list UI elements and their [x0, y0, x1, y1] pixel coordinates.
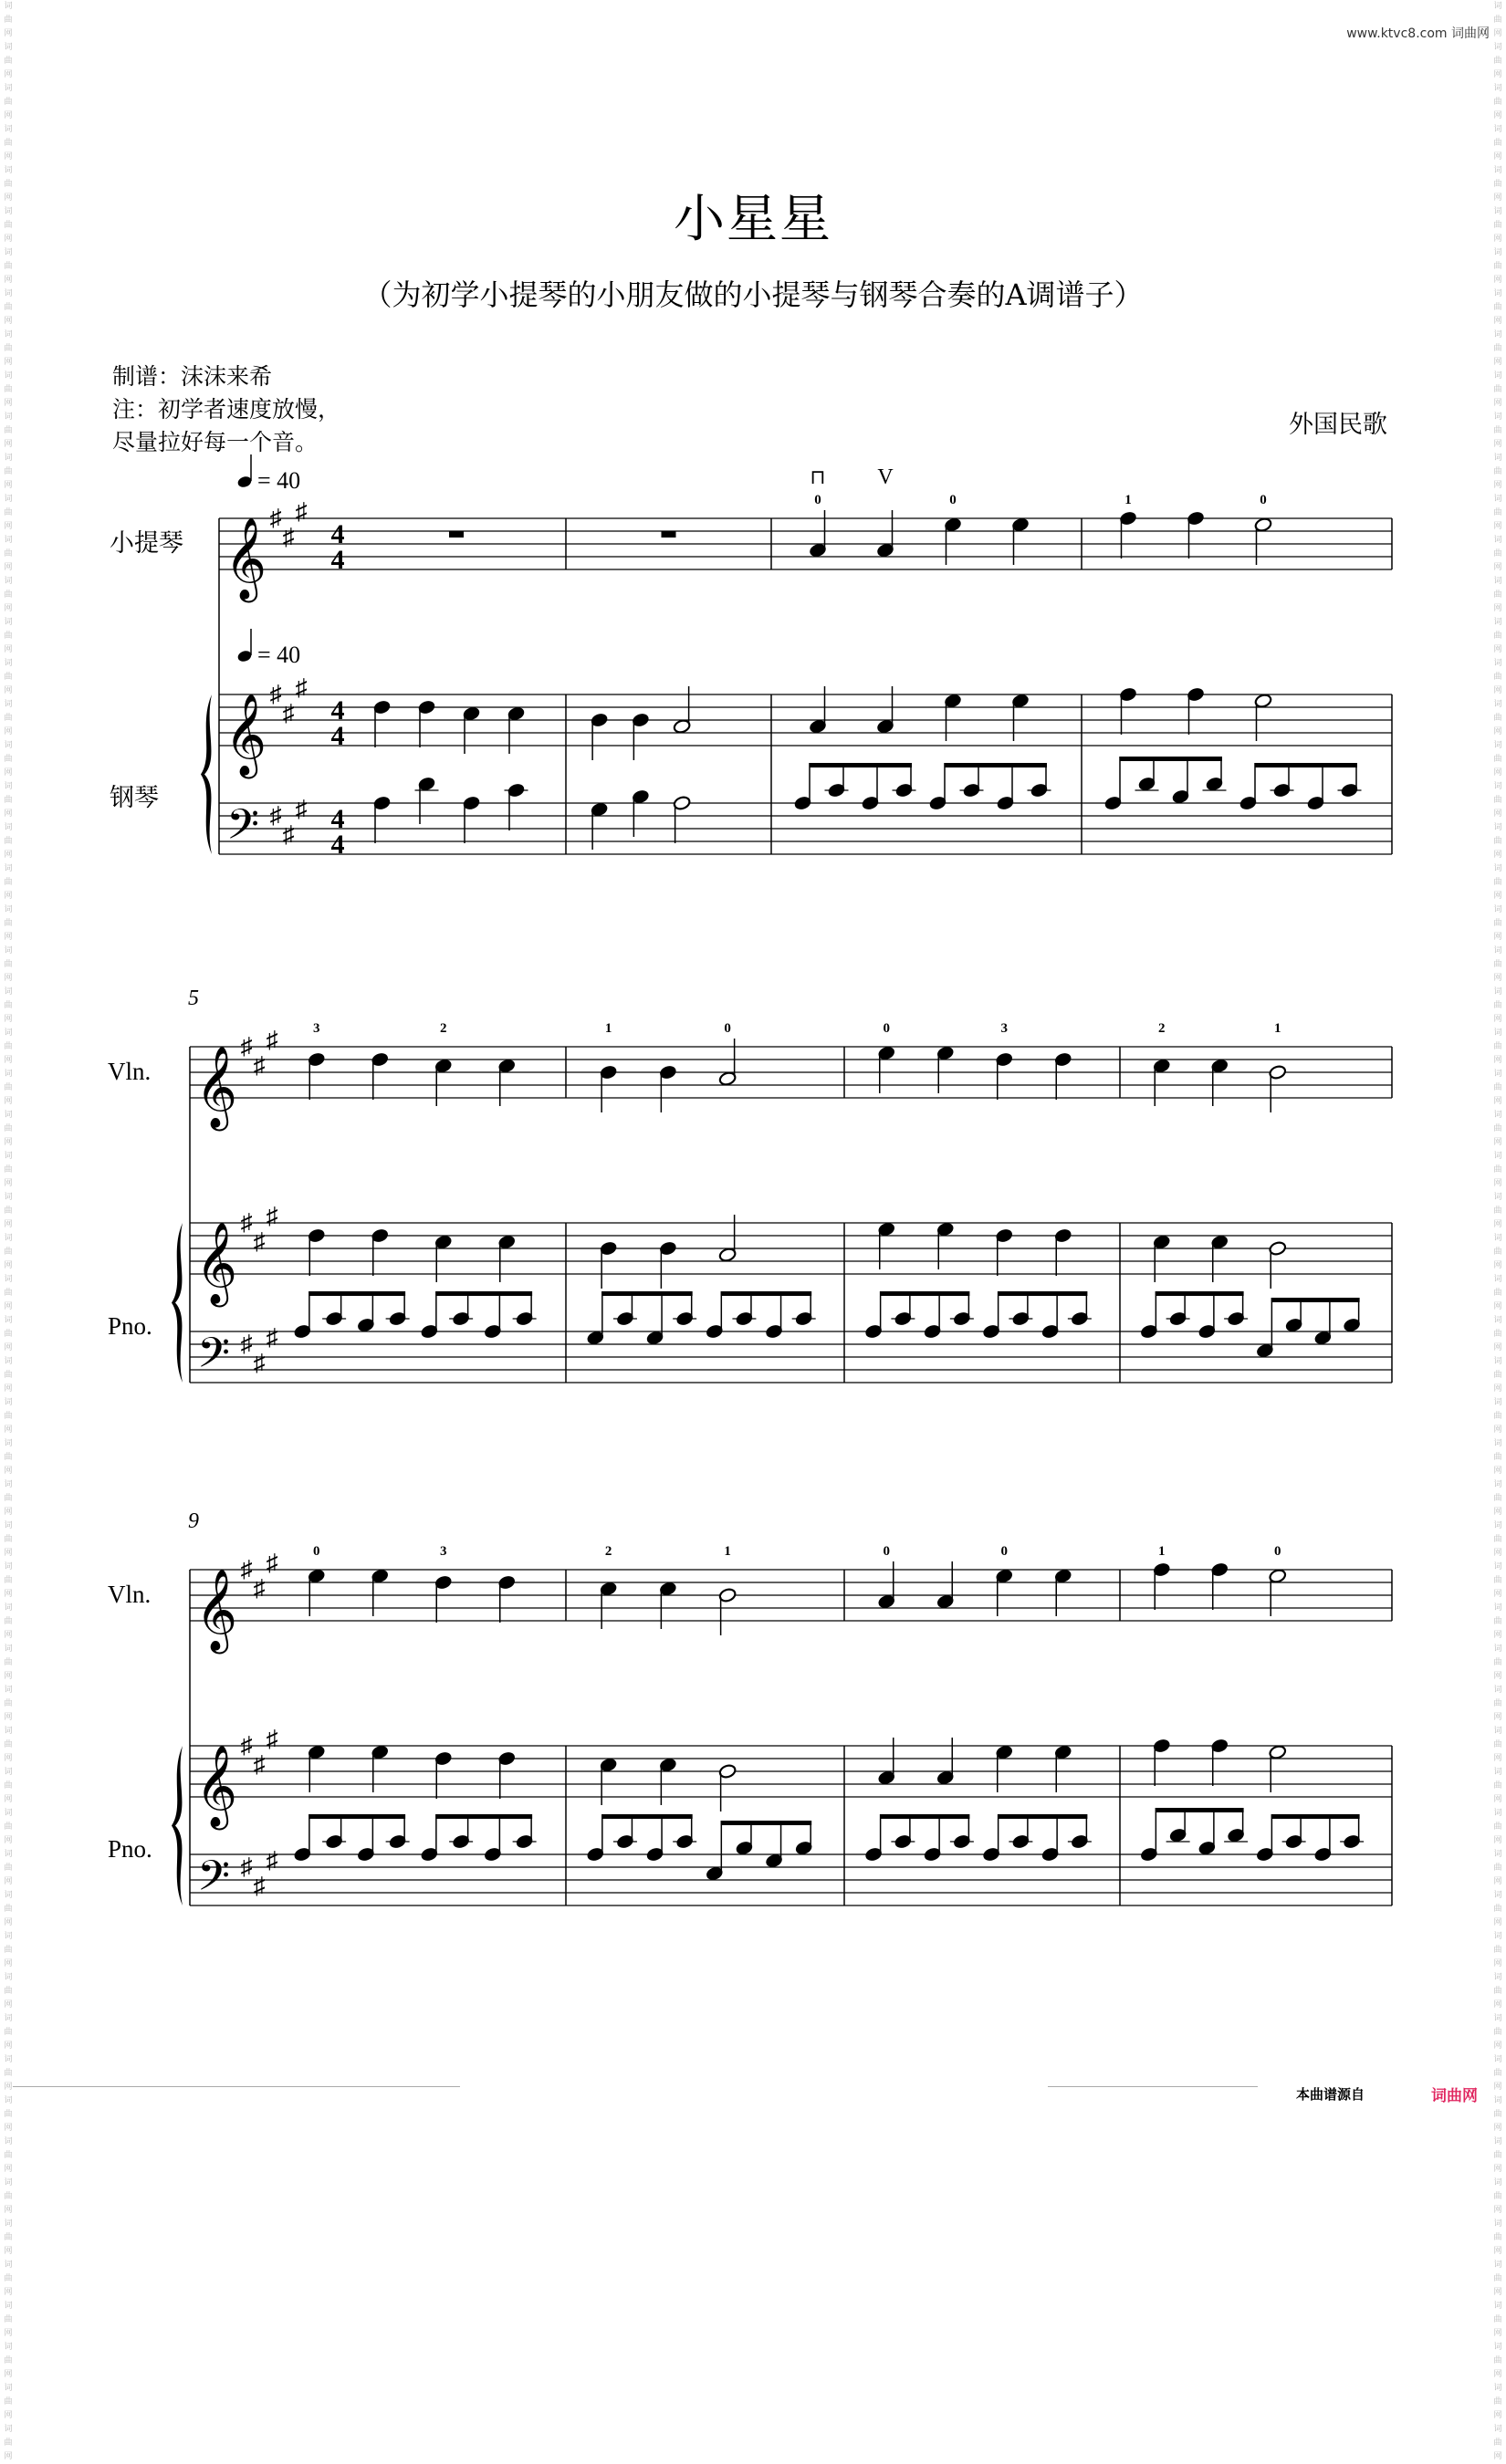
treble-clef-icon: 𝄞	[195, 1223, 238, 1302]
fingering-number: 0	[1274, 1544, 1281, 1559]
sharp-icon: ♯	[253, 1228, 266, 1255]
whole-rest	[662, 531, 676, 538]
footer-source-text: 本曲谱源自	[1296, 2086, 1365, 2103]
sharp-icon: ♯	[282, 821, 295, 848]
sharp-icon: ♯	[295, 498, 308, 525]
piano-bass-staff	[190, 1331, 1392, 1383]
sharp-icon: ♯	[266, 1027, 278, 1053]
piano-brace	[172, 1746, 183, 1905]
note-beam	[601, 1814, 692, 1819]
fingering-number: 3	[1000, 1021, 1008, 1036]
tempo-mark: = 40	[257, 642, 301, 668]
violin-staff	[190, 1047, 1392, 1098]
credit-note-2: 尽量拉好每一个音。	[112, 429, 319, 455]
fingering-number: 0	[883, 1021, 890, 1036]
violin-instrument-name: 小提琴	[110, 529, 183, 557]
sharp-icon: ♯	[266, 1726, 278, 1752]
fingering-number: 0	[313, 1544, 320, 1559]
note-beam	[721, 1821, 811, 1825]
piano-instrument-name: Pno.	[108, 1835, 152, 1863]
note-beam	[435, 1814, 532, 1819]
site-name[interactable]: 词曲网	[1451, 26, 1490, 41]
time-sig-bottom: 4	[330, 830, 345, 860]
fingering-number: 3	[440, 1544, 447, 1559]
sharp-icon: ♯	[269, 802, 282, 829]
score-title: 小星星	[674, 190, 832, 249]
note-beam	[1271, 1814, 1360, 1819]
footer-divider-right	[1048, 2086, 1258, 2087]
down-bow-icon: ⊓	[810, 465, 826, 488]
up-bow-icon: V	[877, 465, 894, 489]
note-beam	[998, 1814, 1087, 1819]
note-beam	[435, 1291, 532, 1296]
note-beam	[1156, 1808, 1244, 1812]
treble-clef-icon: 𝄞	[195, 1047, 238, 1126]
fingering-number: 1	[1274, 1021, 1281, 1036]
piano-brace	[201, 694, 212, 854]
fingering-number: 1	[724, 1544, 731, 1559]
fingering-number: 0	[724, 1021, 731, 1036]
piano-brace	[172, 1223, 183, 1383]
credit-note-1: 注：初学者速度放慢，	[112, 396, 341, 423]
sharp-icon: ♯	[240, 1209, 253, 1236]
sharp-icon: ♯	[240, 1556, 253, 1582]
piano-instrument-name: Pno.	[108, 1312, 152, 1340]
fingering-number: 0	[883, 1544, 890, 1559]
note-beam	[880, 1814, 969, 1819]
piano-treble-staff	[190, 1223, 1392, 1274]
time-sig-bottom: 4	[330, 721, 345, 751]
sharp-icon: ♯	[253, 1751, 266, 1778]
fingering-number: 0	[814, 493, 821, 507]
time-sig-top: 4	[330, 519, 345, 549]
note-beam	[309, 1814, 405, 1819]
sharp-icon: ♯	[282, 524, 295, 550]
note-beam	[998, 1291, 1087, 1296]
sharp-icon: ♯	[295, 674, 308, 701]
piano-treble-staff	[219, 694, 1392, 746]
treble-clef-icon: 𝄞	[225, 694, 267, 774]
sharp-icon: ♯	[282, 700, 295, 726]
fingering-number: 1	[1158, 1544, 1166, 1559]
fingering-number: 0	[1260, 493, 1267, 507]
fingering-number: 3	[313, 1021, 320, 1036]
sharp-icon: ♯	[240, 1331, 253, 1357]
sharp-icon: ♯	[253, 1052, 266, 1079]
sharp-icon: ♯	[266, 1847, 278, 1874]
note-beam	[1120, 757, 1223, 761]
time-sig-bottom: 4	[330, 545, 345, 575]
sharp-icon: ♯	[266, 1550, 278, 1576]
sharp-icon: ♯	[253, 1575, 266, 1602]
measure-number: 9	[188, 1509, 199, 1533]
note-beam	[1271, 1298, 1360, 1302]
time-sig-top: 4	[330, 804, 345, 834]
violin-instrument-name: Vln.	[108, 1581, 152, 1608]
whole-rest	[449, 531, 464, 538]
bass-clef-icon: 𝄢	[197, 1331, 231, 1387]
piano-bass-staff	[219, 803, 1392, 854]
score-subtitle: （为初学小提琴的小朋友做的小提琴与钢琴合奏的A调谱子）	[362, 277, 1144, 312]
bass-clef-icon: 𝄢	[197, 1853, 231, 1910]
piano-treble-staff	[190, 1746, 1392, 1797]
sharp-icon: ♯	[266, 1203, 278, 1229]
fingering-number: 2	[604, 1544, 612, 1559]
note-beam	[721, 1291, 811, 1296]
right-watermark-strip: 词曲网 词曲网 词曲网 词曲网 词曲网 词曲网 词曲网 词曲网 词曲网 词曲网 词曲网 词曲网 词曲网 词曲网 词曲网 词曲网 词曲网 词曲网 词曲网 词曲网 词曲网 词曲网 词曲网 词曲网 词曲网 词曲网 词曲网 词曲网 词曲网 词曲网 词曲网 词曲网 词曲网 词曲网 词曲网 词曲网 词曲网 词曲网 词曲网 词曲网 词曲网 词曲网 词曲网 词曲网 词曲网 词曲网 词曲网 词曲网 词曲网 词曲网 词曲网 词曲网 词曲网 词曲网 词曲网 词曲网 词曲网 词曲网 词曲网 词曲网	[1493, 2, 1502, 2461]
sharp-icon: ♯	[253, 1350, 266, 1376]
note-beam	[810, 763, 913, 767]
fingering-number: 0	[949, 493, 957, 507]
fingering-number: 0	[1000, 1544, 1008, 1559]
violin-staff	[190, 1570, 1392, 1621]
violin-instrument-name: Vln.	[108, 1058, 152, 1085]
bass-clef-icon: 𝄢	[226, 802, 260, 859]
note-beam	[1156, 1291, 1244, 1296]
note-beam	[309, 1291, 405, 1296]
note-beam	[880, 1291, 969, 1296]
tempo-mark: = 40	[257, 467, 301, 494]
footer-divider-left	[13, 2086, 460, 2087]
treble-clef-icon: 𝄞	[225, 518, 267, 598]
sharp-icon: ♯	[269, 681, 282, 707]
footer-brand[interactable]: 词曲网	[1431, 2087, 1478, 2105]
sharp-icon: ♯	[269, 505, 282, 531]
sharp-icon: ♯	[295, 796, 308, 822]
sharp-icon: ♯	[240, 1732, 253, 1759]
fingering-number: 2	[440, 1021, 447, 1036]
fingering-number: 2	[1158, 1021, 1166, 1036]
credit-arranger: 制谱：沫沫来希	[112, 363, 273, 390]
piano-bass-staff	[190, 1854, 1392, 1905]
sharp-icon: ♯	[266, 1324, 278, 1351]
note-beam	[1255, 763, 1358, 767]
left-watermark-strip: 词曲网 词曲网 词曲网 词曲网 词曲网 词曲网 词曲网 词曲网 词曲网 词曲网 词曲网 词曲网 词曲网 词曲网 词曲网 词曲网 词曲网 词曲网 词曲网 词曲网 词曲网 词曲网 词曲网 词曲网 词曲网 词曲网 词曲网 词曲网 词曲网 词曲网 词曲网 词曲网 词曲网 词曲网 词曲网 词曲网 词曲网 词曲网 词曲网 词曲网 词曲网 词曲网 词曲网 词曲网 词曲网 词曲网 词曲网 词曲网 词曲网 词曲网 词曲网 词曲网 词曲网 词曲网 词曲网 词曲网 词曲网 词曲网 词曲网 词曲网	[4, 2, 13, 2461]
violin-staff	[219, 518, 1392, 569]
treble-clef-icon: 𝄞	[195, 1570, 238, 1649]
composer: 外国民歌	[1289, 411, 1387, 439]
time-sig-top: 4	[330, 695, 345, 726]
sharp-icon: ♯	[240, 1033, 253, 1060]
piano-instrument-name: 钢琴	[110, 784, 159, 811]
note-beam	[945, 763, 1048, 767]
fingering-number: 1	[1124, 493, 1132, 507]
note-beam	[601, 1291, 692, 1296]
site-url[interactable]: www.ktvc8.com	[1346, 26, 1448, 41]
sharp-icon: ♯	[240, 1853, 253, 1880]
fingering-number: 1	[604, 1021, 612, 1036]
measure-number: 5	[188, 987, 199, 1010]
treble-clef-icon: 𝄞	[195, 1746, 238, 1825]
sharp-icon: ♯	[253, 1873, 266, 1899]
